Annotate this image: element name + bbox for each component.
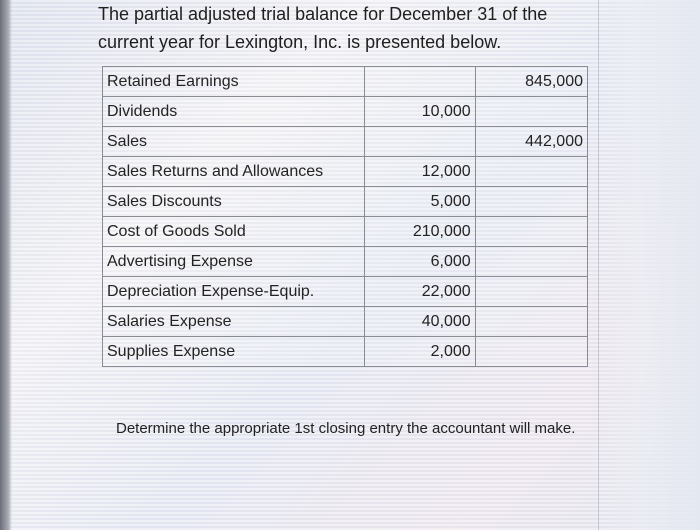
- account-name: Cost of Goods Sold: [103, 217, 365, 247]
- credit-amount: [475, 217, 587, 247]
- account-name: Advertising Expense: [103, 247, 365, 277]
- table-row: [103, 67, 588, 97]
- table-row: [103, 217, 588, 247]
- account-name: Dividends: [103, 97, 365, 127]
- table-row: [103, 247, 588, 277]
- table-row: [103, 157, 588, 187]
- debit-amount: 210,000: [365, 217, 475, 247]
- table-row: [103, 127, 588, 157]
- debit-amount: [365, 127, 475, 157]
- credit-amount: [475, 187, 587, 217]
- debit-amount: 10,000: [365, 97, 475, 127]
- credit-amount: [475, 337, 587, 367]
- account-name: Salaries Expense: [103, 307, 365, 337]
- table-row: [103, 307, 588, 337]
- page-right-margin: [598, 0, 700, 530]
- debit-amount: [365, 67, 475, 97]
- table-row: [103, 337, 588, 367]
- account-name: Depreciation Expense-Equip.: [103, 277, 365, 307]
- debit-amount: 22,000: [365, 277, 475, 307]
- account-name: Retained Earnings: [103, 67, 365, 97]
- question-title: The partial adjusted trial balance for December 31 of the current year for Lexington, Inc. is presented below.: [98, 4, 548, 52]
- credit-amount: 845,000: [475, 67, 587, 97]
- debit-amount: 6,000: [365, 247, 475, 277]
- credit-amount: 442,000: [475, 127, 587, 157]
- debit-amount: 40,000: [365, 307, 475, 337]
- page-right-border: [598, 0, 599, 530]
- credit-amount: [475, 157, 587, 187]
- credit-amount: [475, 97, 587, 127]
- question-prompt: Determine the appropriate 1st closing entry the accountant will make.: [116, 420, 576, 437]
- account-name: Supplies Expense: [103, 337, 365, 367]
- monitor-left-edge: [0, 0, 12, 530]
- account-name: Sales: [103, 127, 365, 157]
- account-name: Sales Discounts: [103, 187, 365, 217]
- credit-amount: [475, 307, 587, 337]
- debit-amount: 12,000: [365, 157, 475, 187]
- table-row: [103, 277, 588, 307]
- debit-amount: 2,000: [365, 337, 475, 367]
- account-name: Sales Returns and Allowances: [103, 157, 365, 187]
- trial-balance-table: [102, 66, 588, 367]
- debit-amount: 5,000: [365, 187, 475, 217]
- table-row: [103, 187, 588, 217]
- credit-amount: [475, 247, 587, 277]
- credit-amount: [475, 277, 587, 307]
- table-row: [103, 97, 588, 127]
